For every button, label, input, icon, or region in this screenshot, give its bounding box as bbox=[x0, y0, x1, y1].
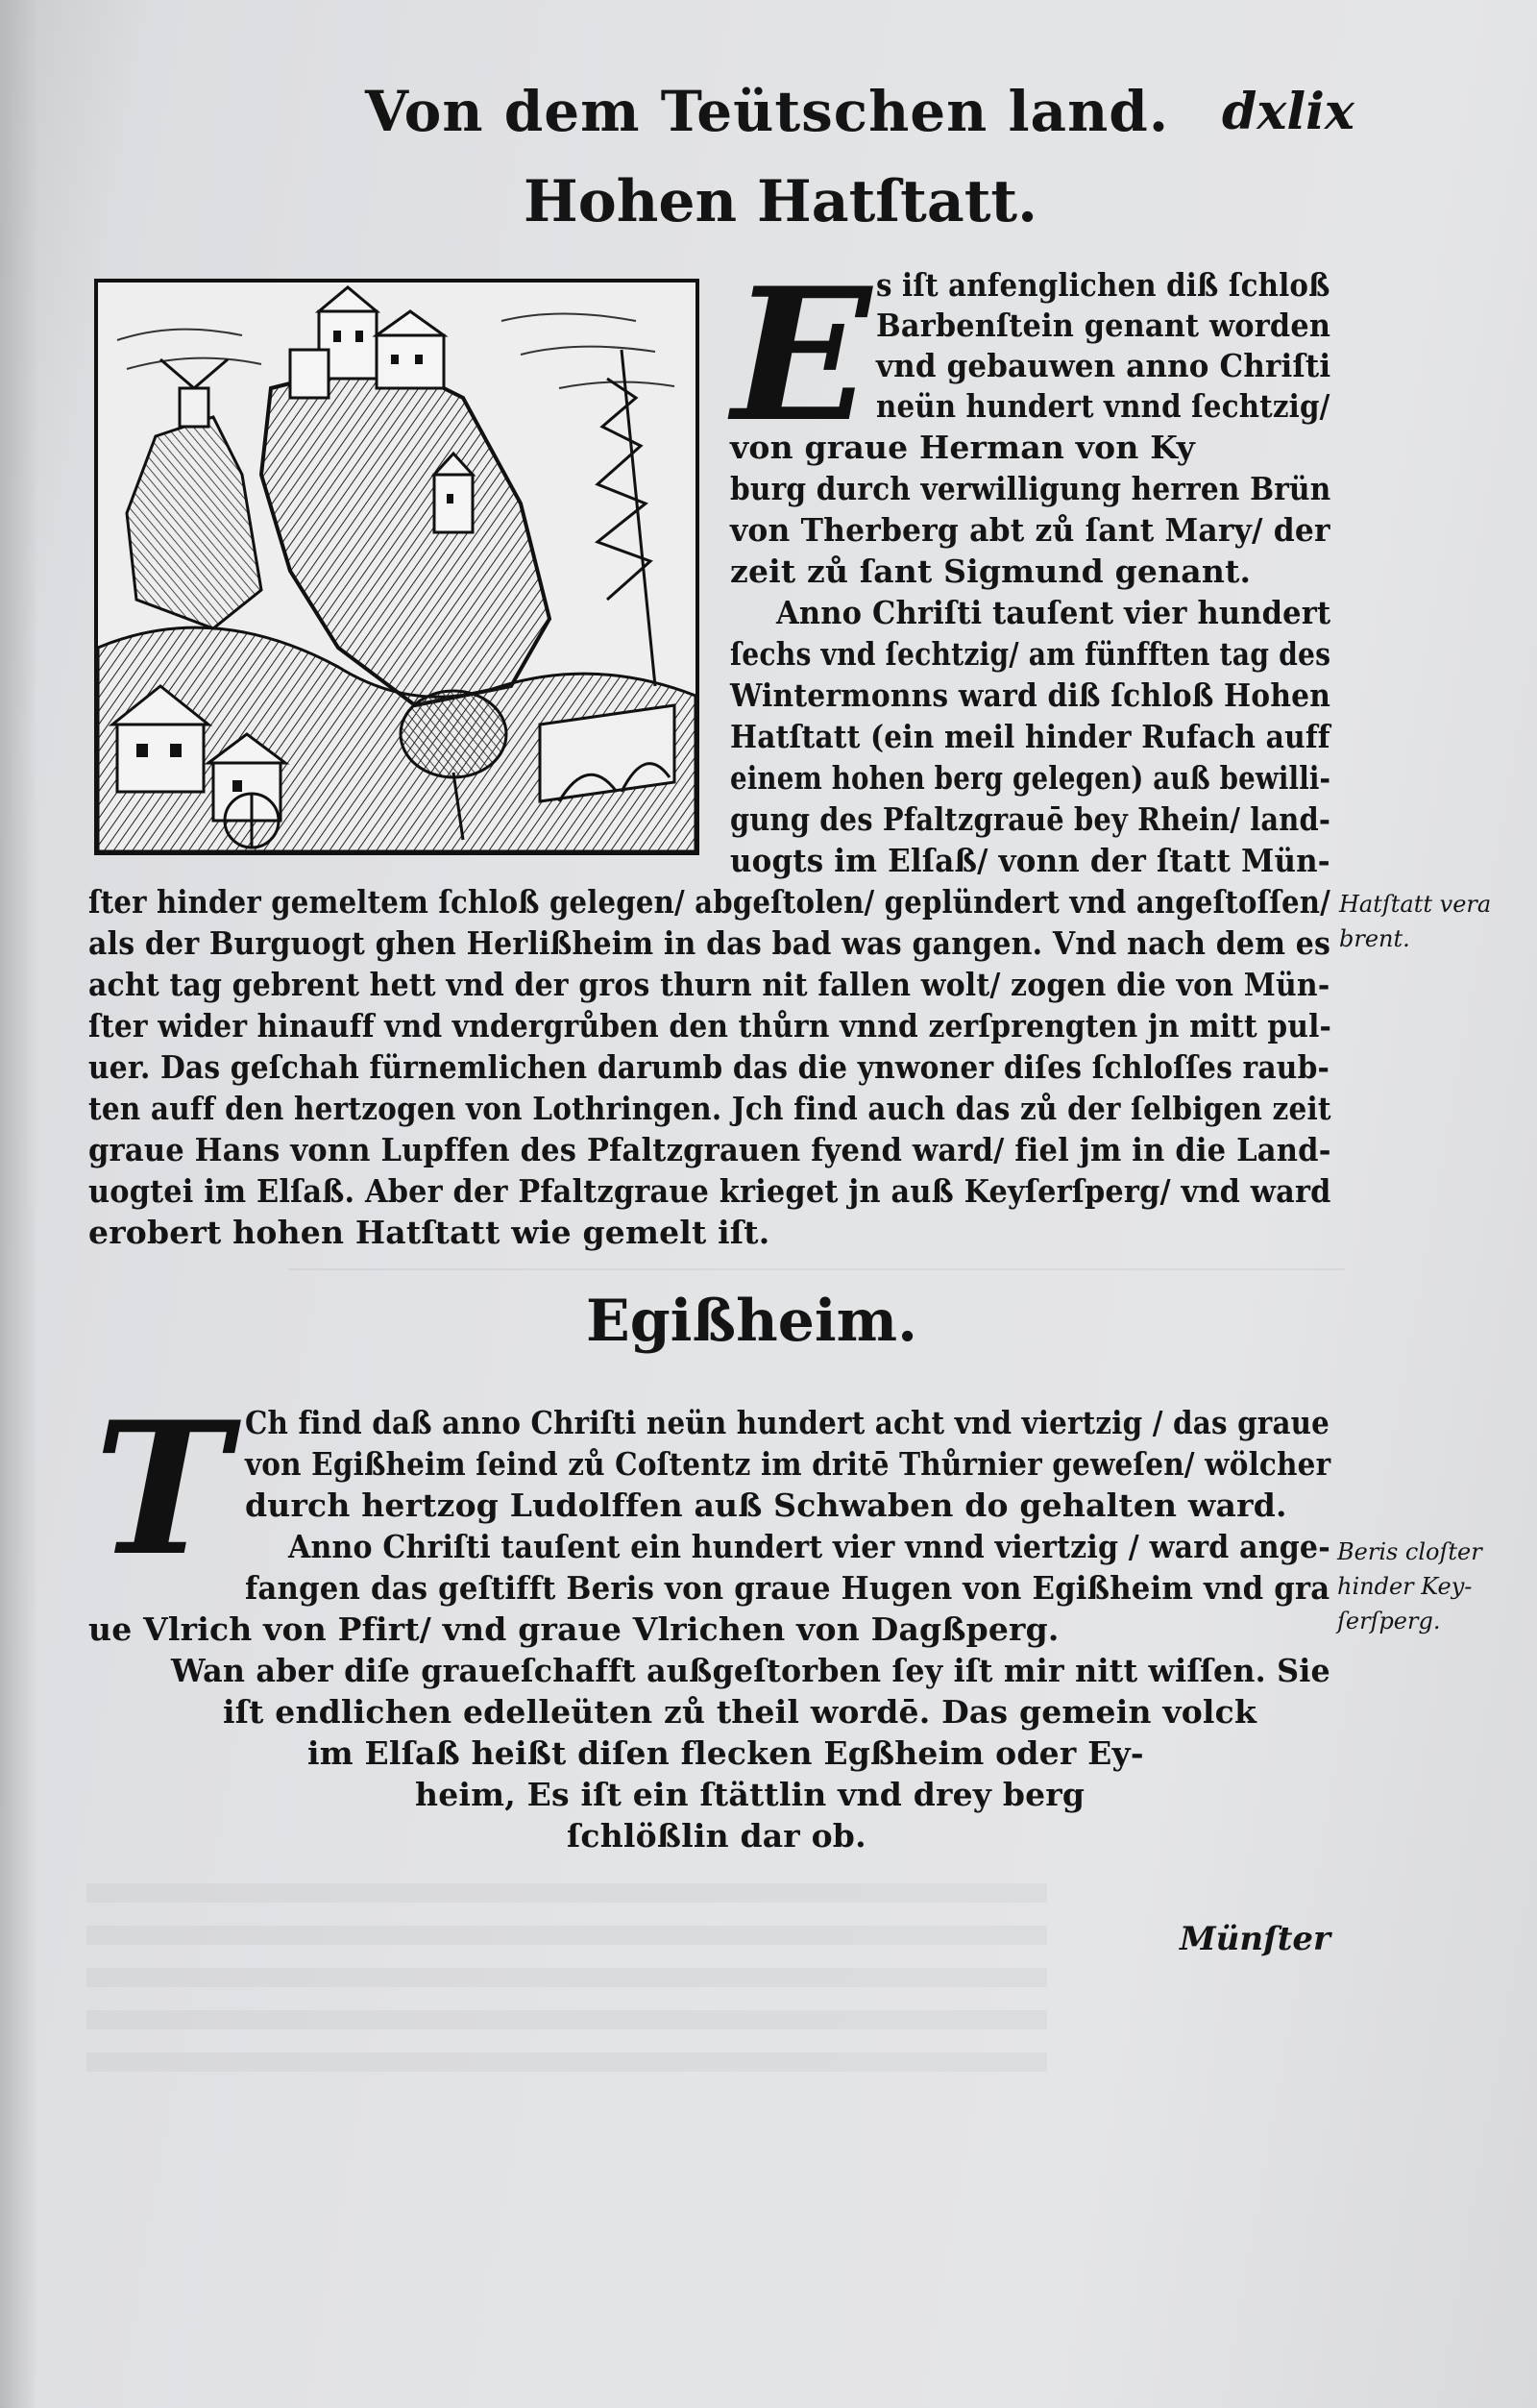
text-line: im Elſaß heißt diſen flecken Egßheim oder Ey- bbox=[307, 1734, 1144, 1772]
text-line: einem hohen berg gelegen) auß bewilli- bbox=[730, 759, 1331, 797]
catchword: Münſter bbox=[1180, 1920, 1330, 1958]
text-line: ten auff den hertzogen von Lothringen. Jch find auch das zů der ſelbigen zeit bbox=[88, 1090, 1331, 1127]
text-line: ue Vlrich von Pfirt/ vnd graue Vlrichen von Dagßperg. bbox=[88, 1610, 1060, 1648]
text-line: uogts im Elſaß/ vonn der ſtatt Mün- bbox=[730, 842, 1330, 879]
text-line: neün hundert vnnd ſechtzig/ bbox=[876, 387, 1330, 425]
text-line: graue Hans vonn Lupffen des Pfaltzgrauen fyend ward/ fiel jm in die Land- bbox=[88, 1131, 1331, 1168]
text-line: als der Burguogt ghen Herlißheim in das bad was gangen. Vnd nach dem es bbox=[88, 924, 1331, 962]
text-line: Wan aber diſe graueſchafft außgeſtorben ſey iſt mir nitt wiſſen. Sie bbox=[171, 1652, 1330, 1689]
margin-note-line: hinder Key- bbox=[1337, 1573, 1473, 1600]
folio-number: dxlix bbox=[1222, 83, 1354, 141]
text-line: fangen das geſtifft Beris von graue Hugen von Egißheim vnd gra bbox=[245, 1569, 1330, 1607]
text-line: Barbenſtein genant worden bbox=[876, 307, 1331, 344]
text-line: vnd gebauwen anno Chriſti bbox=[876, 347, 1331, 384]
castle-woodcut-illustration bbox=[94, 279, 699, 855]
margin-note-line: Hatſtatt vera bbox=[1339, 891, 1492, 918]
text-line: heim, Es iſt ein ſtättlin vnd drey berg bbox=[415, 1776, 1086, 1813]
castle-woodcut-icon bbox=[98, 283, 695, 851]
text-line: von Therberg abt zů ſant Mary/ der bbox=[730, 511, 1330, 549]
text-line: iſt endlichen edelleüten zů theil wordē. Das gemein volck bbox=[223, 1693, 1257, 1731]
text-line: Wintermonns ward diß ſchloß Hohen bbox=[730, 676, 1331, 714]
text-line: burg durch verwilligung herren Brün bbox=[730, 470, 1331, 507]
text-line: acht tag gebrent hett vnd der gros thurn nit fallen wolt/ zogen die von Mün- bbox=[88, 966, 1330, 1003]
decorated-initial-t: T bbox=[94, 1382, 231, 1596]
text-line: Anno Chriſti tauſent vier hundert bbox=[776, 594, 1331, 631]
text-line: gung des Pfaltzgrauē bey Rhein/ land- bbox=[730, 800, 1331, 838]
text-line: ſter hinder gemeltem ſchloß gelegen/ abgeſtolen/ geplündert vnd angeſtoſſen/ bbox=[88, 883, 1331, 921]
text-line: uogtei im Elſaß. Aber der Pfaltzgraue krieget jn auß Keyſerſperg/ vnd ward bbox=[88, 1172, 1331, 1210]
text-line: Anno Chriſti tauſent ein hundert vier vnnd viertzig / ward ange- bbox=[288, 1528, 1330, 1565]
text-line: Hatſtatt (ein meil hinder Rufach auff bbox=[730, 718, 1330, 755]
margin-note-line: Beris cloſter bbox=[1337, 1538, 1482, 1565]
show-through-text bbox=[86, 1883, 1047, 2095]
margin-note-line: brent. bbox=[1339, 925, 1410, 952]
text-line: ſechs vnd ſechtzig/ am fünfften tag des bbox=[730, 635, 1331, 673]
text-line: erobert hohen Hatſtatt wie gemelt iſt. bbox=[88, 1214, 770, 1251]
decorated-initial-e: E bbox=[732, 248, 871, 462]
text-line: durch hertzog Ludolffen auß Schwaben do gehalten ward. bbox=[245, 1487, 1287, 1524]
text-line: ſchlößlin dar ob. bbox=[567, 1817, 866, 1855]
section-title-egisheim: Egißheim. bbox=[586, 1288, 918, 1355]
text-line: von graue Herman von Ky bbox=[730, 429, 1195, 466]
section-title-hohen-hatstatt: Hohen Hatſtatt. bbox=[524, 168, 1038, 235]
text-line: Ch find daß anno Chriſti neün hundert acht vnd viertzig / das graue bbox=[245, 1404, 1330, 1441]
text-line: ſter wider hinauff vnd vndergrůben den thůrn vnnd zerſprengten jn mitt pul- bbox=[88, 1007, 1332, 1044]
margin-note-line: ſerſperg. bbox=[1337, 1608, 1441, 1634]
running-title: Von dem Teütschen land. bbox=[365, 79, 1170, 144]
text-line: s iſt anfenglichen diß ſchloß bbox=[876, 266, 1330, 304]
text-line: von Egißheim ſeind zů Coſtentz im dritē Thůrnier geweſen/ wölcher bbox=[245, 1445, 1331, 1483]
text-line: zeit zů ſant Sigmund genant. bbox=[730, 553, 1252, 590]
text-line: uer. Das geſchah fürnemlichen darumb das die ynwoner diſes ſchloſſes raub- bbox=[88, 1048, 1330, 1086]
